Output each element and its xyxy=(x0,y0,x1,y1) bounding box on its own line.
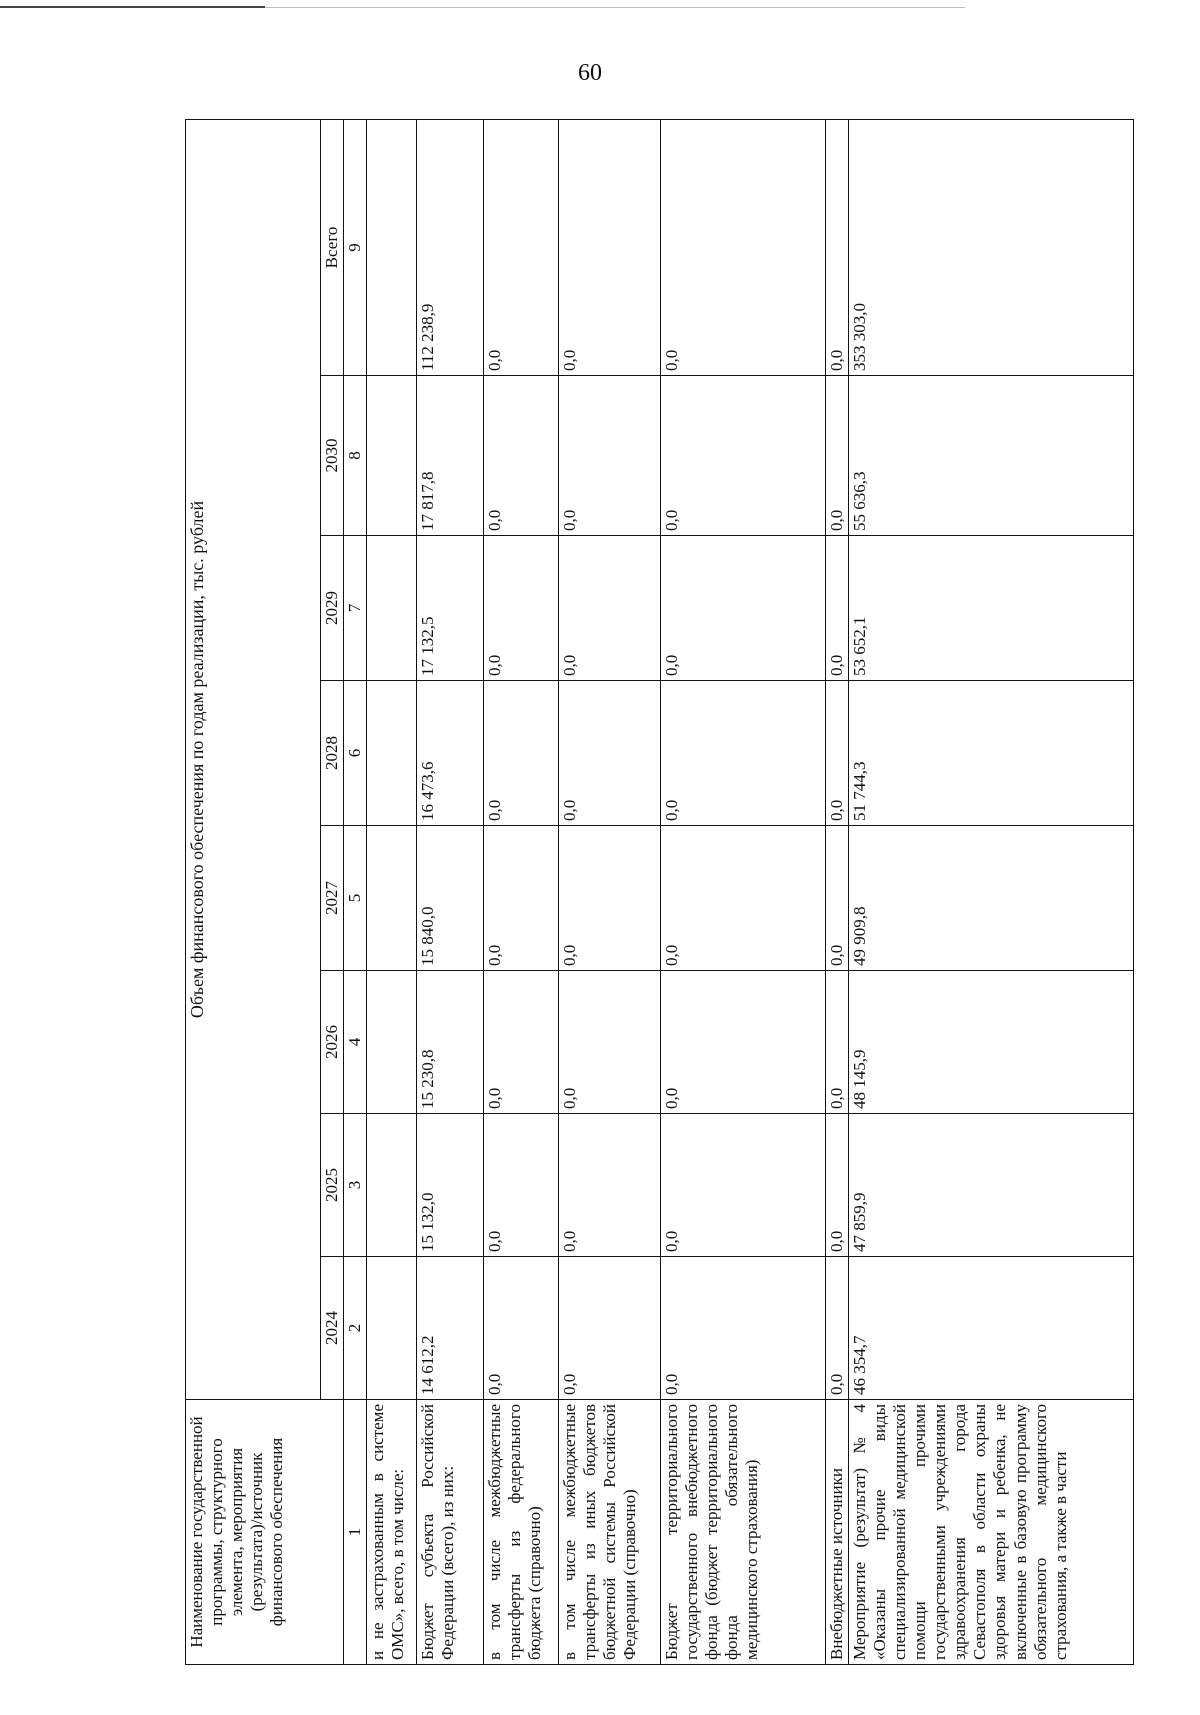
value-cell: 0,0 xyxy=(559,119,661,375)
column-number-4: 4 xyxy=(344,971,367,1114)
column-number-2: 2 xyxy=(344,1257,367,1400)
scan-edge-mark xyxy=(0,6,265,8)
header-year-1: 2024 xyxy=(321,1257,344,1400)
table-row xyxy=(484,119,559,1664)
value-cell: 0,0 xyxy=(826,971,849,1114)
header-year-4: 2027 xyxy=(321,826,344,971)
value-cell: 0,0 xyxy=(826,1257,849,1400)
header-year-5: 2028 xyxy=(321,681,344,826)
value-cell xyxy=(367,1114,417,1257)
table-row xyxy=(417,119,484,1664)
value-cell: 49 909,8 xyxy=(849,826,1134,971)
value-cell: 0,0 xyxy=(826,376,849,536)
value-cell: 0,0 xyxy=(484,826,559,971)
value-cell: 0,0 xyxy=(661,1257,826,1400)
value-cell: 0,0 xyxy=(661,826,826,971)
value-cell: 14 612,2 xyxy=(417,1257,484,1400)
value-cell: 0,0 xyxy=(661,681,826,826)
value-cell: 0,0 xyxy=(484,971,559,1114)
value-cell: 15 230,8 xyxy=(417,971,484,1114)
header-year-6: 2029 xyxy=(321,536,344,681)
table-row xyxy=(849,119,1134,1664)
value-cell: 0,0 xyxy=(661,376,826,536)
row-label: в том числе межбюджетные трансферты из федерального бюджета (справочно) xyxy=(484,1400,559,1665)
value-cell: 0,0 xyxy=(826,119,849,375)
table-row xyxy=(661,119,826,1664)
row-label: Бюджет территориального государственного внебюджетного фонда (бюджет территориального фонда обязательного медицинского страхования) xyxy=(661,1400,826,1665)
column-number-8: 8 xyxy=(344,376,367,536)
column-number-6: 6 xyxy=(344,681,367,826)
header-year-8: Всего xyxy=(321,119,344,375)
value-cell xyxy=(367,1257,417,1400)
table-row xyxy=(559,119,661,1664)
rotated-table-wrapper xyxy=(185,120,1110,1665)
value-cell: 0,0 xyxy=(559,1257,661,1400)
value-cell: 17 817,8 xyxy=(417,376,484,536)
value-cell: 15 132,0 xyxy=(417,1114,484,1257)
value-cell: 0,0 xyxy=(484,681,559,826)
value-cell: 16 473,6 xyxy=(417,681,484,826)
value-cell xyxy=(367,971,417,1114)
column-number-1: 1 xyxy=(344,1400,367,1665)
value-cell: 48 145,9 xyxy=(849,971,1134,1114)
row-label: Внебюджетные источники xyxy=(826,1400,849,1665)
header-year-7: 2030 xyxy=(321,376,344,536)
value-cell xyxy=(367,119,417,375)
value-cell: 0,0 xyxy=(559,971,661,1114)
value-cell: 15 840,0 xyxy=(417,826,484,971)
column-number-3: 3 xyxy=(344,1114,367,1257)
value-cell: 0,0 xyxy=(661,971,826,1114)
page-number: 60 xyxy=(578,60,602,86)
scan-edge-mark-faint xyxy=(265,7,965,8)
value-cell: 0,0 xyxy=(826,1114,849,1257)
value-cell: 0,0 xyxy=(661,119,826,375)
value-cell: 0,0 xyxy=(484,1257,559,1400)
value-cell: 0,0 xyxy=(661,1114,826,1257)
value-cell xyxy=(367,536,417,681)
table-row xyxy=(367,119,417,1664)
column-number-9: 9 xyxy=(344,119,367,375)
row-label: Мероприятие (результат) № 4 «Оказаны прочие виды специализированной медицинской помощи прочими государственными учреждениями здравоохранения города Севастополя в области охраны здоровья матери и ребенка, не включенные в базовую программу обязательного медицинского страхования, а также в части xyxy=(849,1400,1134,1665)
column-number-7: 7 xyxy=(344,536,367,681)
header-year-2: 2025 xyxy=(321,1114,344,1257)
row-label: Бюджет субъекта Российской Федерации (всего), из них: xyxy=(417,1400,484,1665)
header-name-column: Наименование государственной программы, структурного элемента, мероприятия (результата)/источник финансового обеспечения xyxy=(186,1400,344,1665)
value-cell: 0,0 xyxy=(826,536,849,681)
header-volume-title: Объем финансового обеспечения по годам реализации, тыс. рублей xyxy=(186,119,321,1399)
header-year-3: 2026 xyxy=(321,971,344,1114)
value-cell: 0,0 xyxy=(559,681,661,826)
financing-table xyxy=(185,119,1134,1665)
value-cell: 0,0 xyxy=(559,376,661,536)
value-cell: 55 636,3 xyxy=(849,376,1134,536)
value-cell: 0,0 xyxy=(484,536,559,681)
value-cell: 0,0 xyxy=(484,119,559,375)
value-cell xyxy=(367,826,417,971)
row-label: и не застрахованным в системе ОМС», всего, в том числе: xyxy=(367,1400,417,1665)
value-cell: 53 652,1 xyxy=(849,536,1134,681)
value-cell: 0,0 xyxy=(559,1114,661,1257)
value-cell: 0,0 xyxy=(661,536,826,681)
value-cell xyxy=(367,681,417,826)
value-cell: 47 859,9 xyxy=(849,1114,1134,1257)
value-cell: 17 132,5 xyxy=(417,536,484,681)
value-cell: 353 303,0 xyxy=(849,119,1134,375)
value-cell: 112 238,9 xyxy=(417,119,484,375)
value-cell: 0,0 xyxy=(826,681,849,826)
value-cell: 0,0 xyxy=(484,376,559,536)
value-cell: 0,0 xyxy=(484,1114,559,1257)
value-cell: 46 354,7 xyxy=(849,1257,1134,1400)
value-cell: 0,0 xyxy=(826,826,849,971)
table-row xyxy=(826,119,849,1664)
row-label: в том числе межбюджетные трансферты из иных бюджетов бюджетной системы Российской Федерации (справочно) xyxy=(559,1400,661,1665)
value-cell: 51 744,3 xyxy=(849,681,1134,826)
value-cell: 0,0 xyxy=(559,826,661,971)
value-cell xyxy=(367,376,417,536)
column-number-5: 5 xyxy=(344,826,367,971)
value-cell: 0,0 xyxy=(559,536,661,681)
